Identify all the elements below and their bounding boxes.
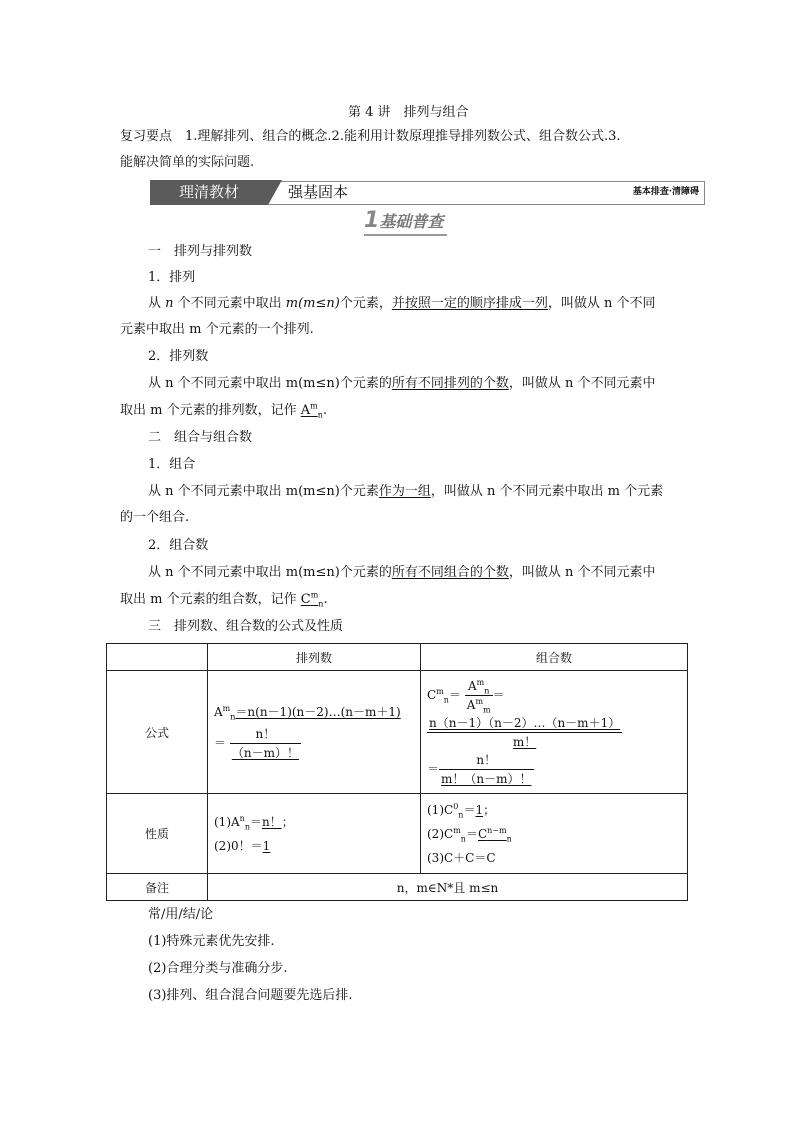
section-banner — [150, 180, 705, 205]
note-cell: n，m∈N*且 m≤n — [208, 874, 688, 901]
frac-num: n！ — [230, 725, 301, 744]
underlined-key: $C^{n-m}_n$ — [477, 825, 512, 843]
text: (2)0！＝ — [214, 838, 263, 853]
text: 从 n 个不同元素中取出 m(m≤n)个元素 — [148, 484, 379, 499]
review-line-1 — [120, 127, 680, 147]
table-row-property — [107, 794, 688, 874]
comb-formula-cell — [421, 671, 688, 794]
underlined-key: 1 — [262, 838, 271, 853]
perm-formula-line1: $A^m_n=n(n-1)(n-2)\dots(n-m+1)$ — [214, 703, 401, 721]
review-line-2 — [120, 153, 680, 173]
s2-sub1: 1．组合 — [148, 457, 196, 472]
var-n: n — [165, 296, 174, 311]
symbol-a: A — [214, 704, 223, 719]
s3-heading: 三 排列数、组合数的公式及性质 — [148, 619, 344, 634]
s2-p2-line2 — [120, 590, 680, 610]
s1-p1-line2: 元素中取出 m 个元素的一个排列. — [120, 322, 314, 337]
header-comb: 组合数 — [421, 644, 688, 671]
text: ，叫做从 n 个不同元素中 — [508, 565, 656, 580]
formula-table — [106, 643, 688, 901]
symbol-a: A — [300, 403, 311, 418]
table-row-formula — [107, 671, 688, 794]
text: ； — [483, 802, 496, 817]
text: (2)C — [427, 826, 454, 841]
frac-num: n！ — [439, 751, 534, 770]
s2-p1-line1 — [148, 482, 708, 502]
equals: ＝ — [214, 735, 227, 750]
section-heading-text: 基础普查 — [379, 212, 444, 231]
text: ，叫做从 n 个不同 — [547, 296, 656, 311]
frac-num: n（n－1）（n－2）…（n－m＋1） — [427, 714, 622, 733]
perm-formula-cell — [208, 671, 421, 794]
text: 从 n 个不同元素中取出 m(m≤n)个元素的 — [148, 376, 392, 391]
text: 从 — [148, 296, 166, 311]
s2-sub2: 2．组合数 — [148, 538, 209, 553]
comb-formula-line1: $C^m_n=$ $\frac{A^m_n}{A^m_m}$ ＝ — [427, 677, 505, 714]
symbol-a: A — [466, 697, 476, 712]
s2-p2-line1 — [148, 563, 708, 583]
underlined-key: 作为一组 — [378, 484, 431, 499]
frac-num: $A^m_n$ — [465, 677, 493, 696]
symbol-a: A — [468, 678, 477, 693]
s2-heading: 二 组合与组合数 — [148, 430, 253, 445]
header-empty — [107, 644, 208, 671]
comb-formula-line3: ＝ $\frac{n!}{m!(n-m)!}$ — [427, 752, 532, 786]
banner-right-label: 基本排查·清障碍 — [632, 187, 699, 197]
page-title: 第 4 讲 排列与组合 — [348, 105, 469, 120]
review-text-2: 能解决简单的实际问题. — [120, 155, 255, 170]
conclusion-item-1: (1)特殊元素优先安排. — [148, 934, 275, 949]
s1-p1-line1 — [148, 294, 708, 314]
conclusion-item-2: (2)合理分类与准确分步. — [148, 961, 288, 976]
comb-fraction-1 — [465, 677, 493, 714]
text: 个不同元素中取出 — [173, 296, 286, 311]
comb-prop-2: $(2)C^m_n=C^{n-m}_n$ — [427, 825, 512, 843]
underlined-key: 所有不同排列的个数 — [391, 376, 509, 391]
perm-fraction — [230, 725, 301, 762]
text: (1)C — [427, 802, 454, 817]
section-heading — [364, 208, 447, 236]
review-label: 复习要点 — [120, 129, 173, 144]
text: (1)A — [214, 814, 240, 829]
s1-heading: 一 排列与排列数 — [148, 244, 253, 259]
comb-formula-line2 — [427, 714, 681, 751]
symbol-c: C — [477, 826, 488, 841]
comb-prop-3 — [427, 846, 681, 870]
sup: m — [310, 590, 319, 600]
underlined-key: 并按照一定的顺序排成一列 — [391, 296, 548, 311]
comb-prop-1: $(1)C^0_n=1$； — [427, 801, 496, 819]
text: . — [323, 592, 328, 607]
comb-property-cell — [421, 794, 688, 874]
text: (3)C＋C＝C — [427, 850, 496, 865]
label-note: 备注 — [107, 874, 208, 901]
frac-den: $A^m_m$ — [466, 696, 491, 714]
text: ，叫做从 n 个不同元素中取出 m 个元素 — [430, 484, 664, 499]
label-formula: 公式 — [107, 671, 208, 794]
sub: n — [317, 410, 323, 420]
table-row-note — [107, 874, 688, 901]
sup: m — [310, 401, 318, 411]
banner-left-label: 理清教材 — [150, 180, 268, 205]
text: 从 n 个不同元素中取出 m(m≤n)个元素的 — [148, 565, 392, 580]
perm-prop-1: $(1)A^n_n=n$！； — [214, 813, 294, 831]
text: ，叫做从 n 个不同元素中 — [508, 376, 656, 391]
var-m: m(m≤n) — [285, 296, 340, 311]
underlined-key: n！ — [262, 814, 282, 829]
symbol-c: C — [300, 592, 311, 607]
text: 取出 m 个元素的排列数，记作 — [120, 403, 301, 418]
s1-sub1: 1．排列 — [148, 270, 196, 285]
label-property: 性质 — [107, 794, 208, 874]
banner-arrow — [268, 180, 282, 205]
equals: ＝ — [448, 687, 461, 702]
perm-property-cell — [208, 794, 421, 874]
perm-symbol — [301, 403, 323, 418]
conclusion-item-3: (3)排列、组合混合问题要先选后排. — [148, 988, 353, 1003]
underlined-key: 所有不同组合的个数 — [391, 565, 509, 580]
frac-den: m！ — [512, 734, 537, 749]
comb-symbol — [301, 592, 324, 607]
s1-p2-line2 — [120, 401, 680, 421]
s1-p2-line1 — [148, 374, 708, 394]
text: 取出 m 个元素的组合数，记作 — [120, 592, 301, 607]
perm-product: ＝n(n－1)(n－2)…(n－m＋1) — [235, 704, 401, 719]
text: 个元素， — [339, 296, 392, 311]
text: ； — [281, 814, 294, 829]
comb-fraction-2 — [427, 714, 622, 751]
text: . — [322, 403, 328, 418]
frac-den: （n－m）！ — [231, 745, 299, 760]
comb-fraction-3 — [439, 751, 534, 788]
section-number: 1 — [364, 208, 380, 233]
underlined-key: 1 — [475, 802, 484, 817]
perm-prop-2 — [214, 834, 414, 858]
header-perm: 排列数 — [208, 644, 421, 671]
symbol-c: C — [427, 687, 437, 702]
s1-sub2: 2．排列数 — [148, 349, 209, 364]
table-header-row — [107, 644, 688, 671]
sub: n — [318, 599, 324, 609]
perm-formula-line2 — [214, 725, 414, 762]
conclusions-heading: 常/用/结/论 — [148, 907, 214, 922]
review-text-1: 1.理解排列、组合的概念.2.能利用计数原理推导排列数公式、组合数公式.3. — [172, 129, 621, 144]
frac-den: m！（n－m）！ — [441, 771, 532, 786]
s2-p1-line2: 的一个组合. — [120, 510, 190, 525]
banner-middle-label: 强基固本 — [288, 183, 349, 201]
